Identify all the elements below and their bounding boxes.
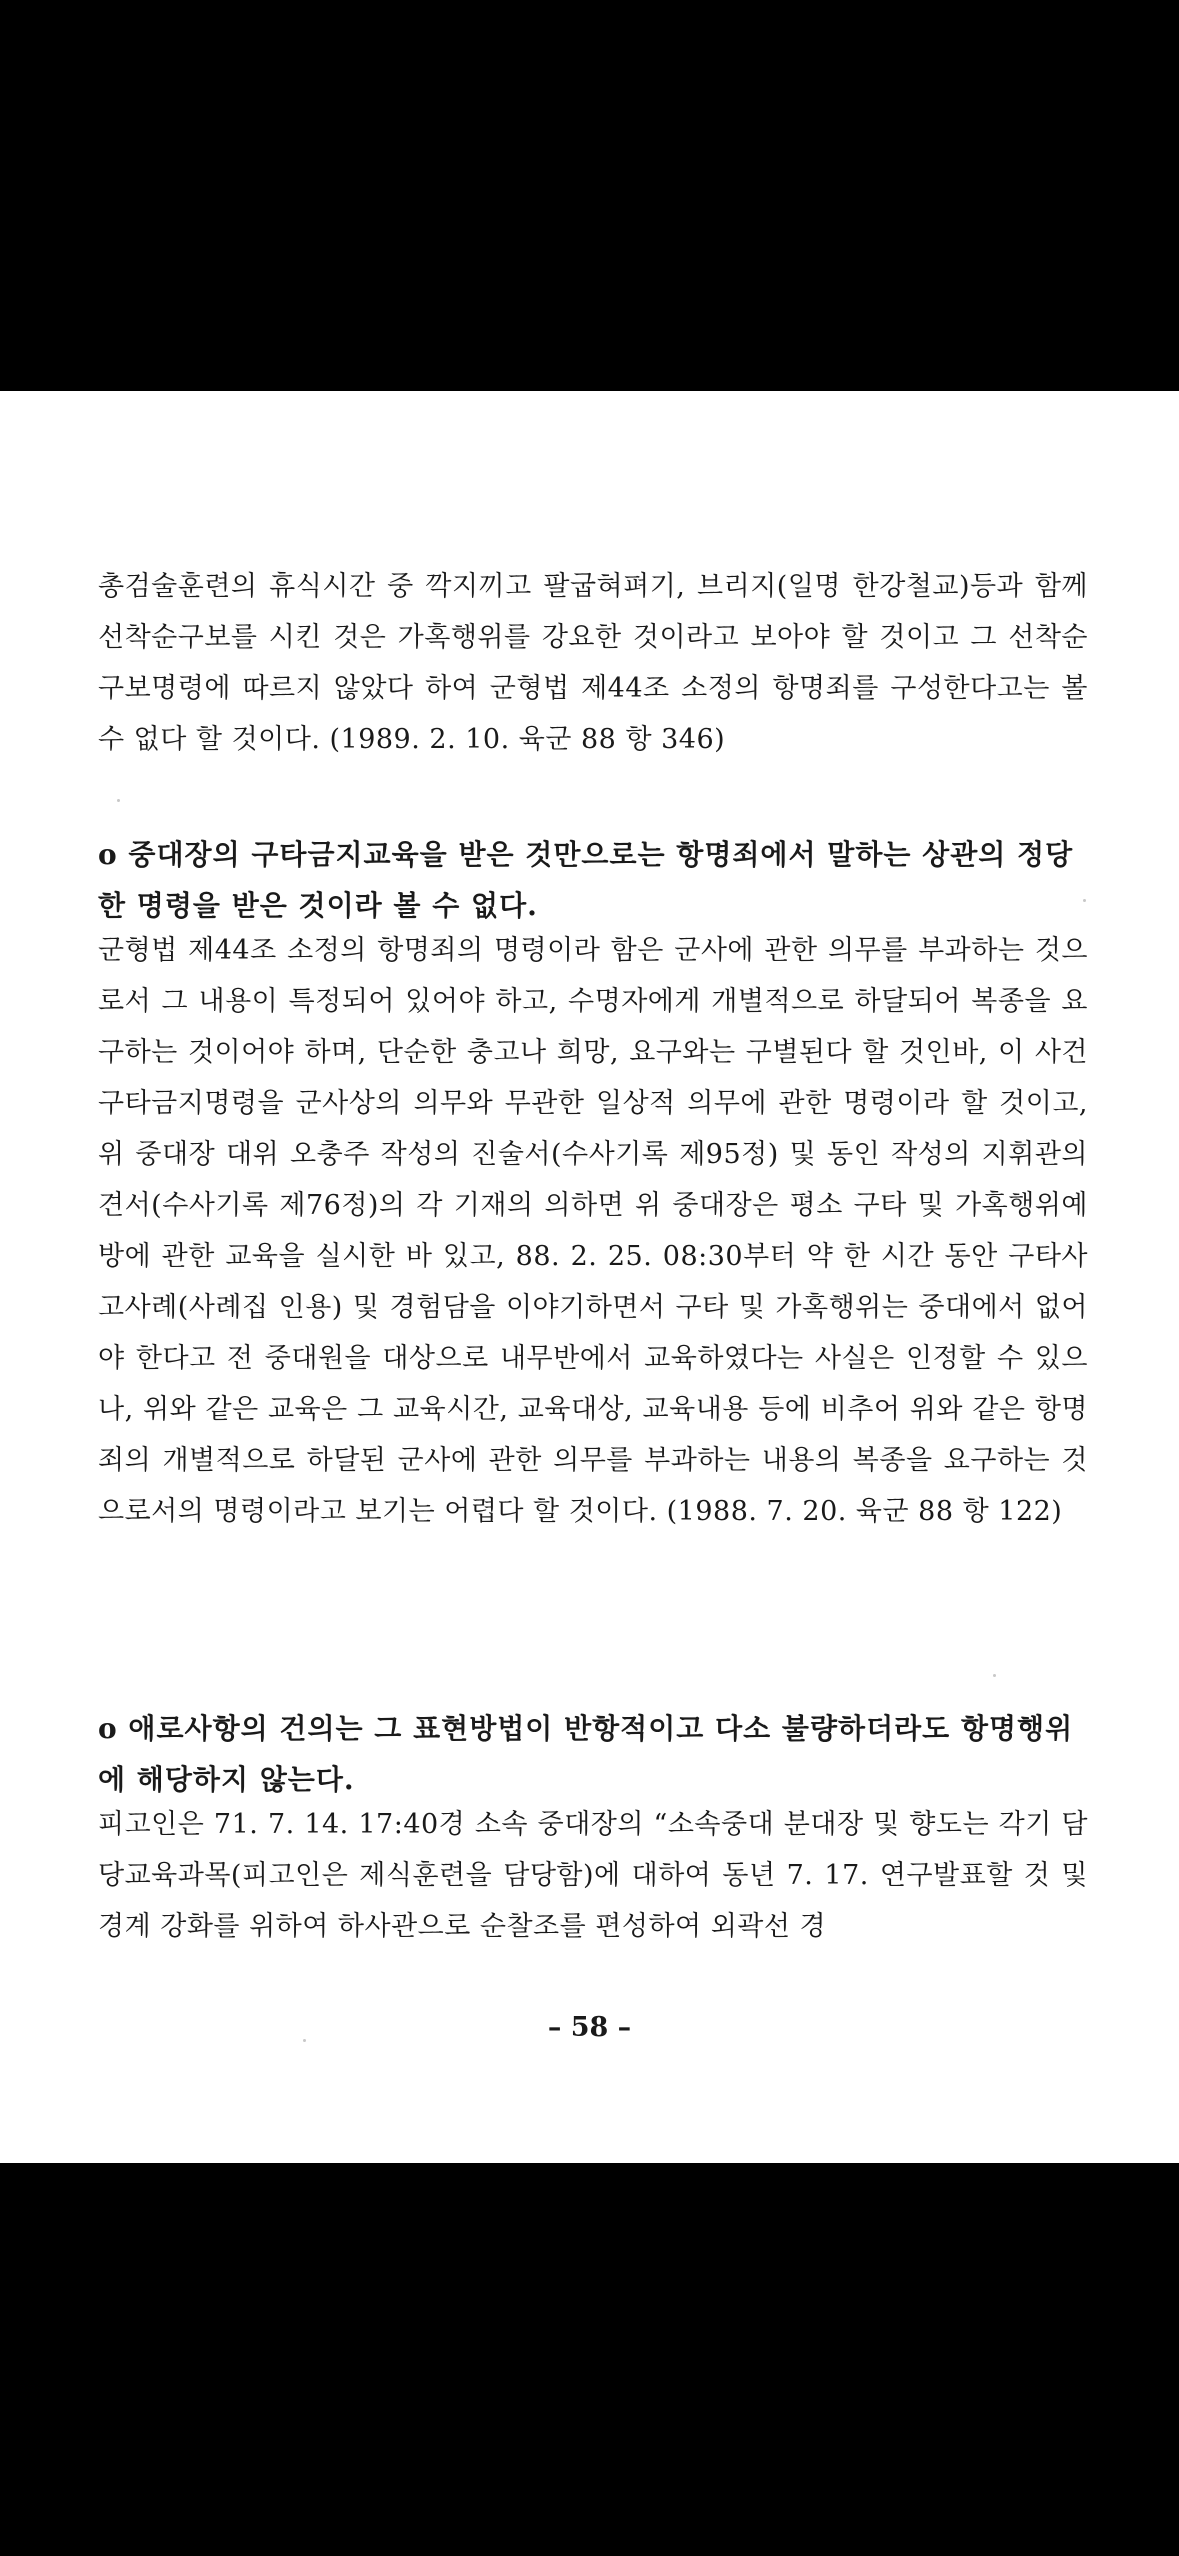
paragraph-3: 피고인은 71. 7. 14. 17:40경 소속 중대장의 “소속중대 분대장 및 향도는 각기 담당교육과목(피고인은 제식훈련을 담당함)에 대하여 동년 7. 17. 연구발표할 것 및 경계 강화를 위하여 하사관으로 순찰조를 편성하여 외곽선 경 <box>98 1809 1098 1942</box>
document-page <box>0 391 1179 2163</box>
paragraph-1: 총검술훈련의 휴식시간 중 깍지끼고 팔굽혀펴기, 브리지(일명 한강철교)등과 함께 선착순구보를 시킨 것은 가혹행위를 강요한 것이라고 보아야 할 것이고 그 선착순구보명령에 따르지 않았다 하여 군형법 제44조 소정의 항명죄를 구성한다고는 볼 수 없다 할 것이다. (1989. 2. 10. 육군 88 항 346) <box>98 571 1098 755</box>
paragraph-2: 군형법 제44조 소정의 항명죄의 명령이라 함은 군사에 관한 의무를 부과하는 것으로서 그 내용이 특정되어 있어야 하고, 수명자에게 개별적으로 하달되어 복종을 요구하는 것이어야 하며, 단순한 충고나 희망, 요구와는 구별된다 할 것인바, 이 사건 구타금지명령을 군사상의 의무와 무관한 일상적 의무에 관한 명령이라 할 것이고, 위 중대장 대위 오충주 작성의 진술서(수사기록 제95정) 및 동인 작성의 지휘관의견서(수사기록 제76정)의 각 기재의 의하면 위 중대장은 평소 구타 및 가혹행위예방에 관한 교육을 실시한 바 있고, 88. 2. 25. 08:30부터 약 한 시간 동안 구타사고사례(사례집 인용) 및 경험담을 이야기하면서 구타 및 가혹행위는 중대에서 없어야 한다고 전 중대원을 대상으로 내무반에서 교육하였다는 사실은 인정할 수 있으나, 위와 같은 교육은 그 교육시간, 교육대상, 교육내용 등에 비추어 위와 같은 항명죄의 개별적으로 하달된 군사에 관한 의무를 부과하는 내용의 복종을 요구하는 것으로서의 명령이라고 보기는 어렵다 할 것이다. (1988. 7. 20. 육군 88 항 122) <box>98 935 1098 1527</box>
scan-speck <box>993 1674 996 1677</box>
scan-speck <box>303 2039 306 2042</box>
scan-speck <box>117 799 120 802</box>
scan-speck <box>1083 899 1086 902</box>
page-number: – 58 – <box>547 2012 632 2043</box>
section-heading-1: o 중대장의 구타금지교육을 받은 것만으로는 항명죄에서 말하는 상관의 정당한 명령을 받은 것이라 볼 수 없다. <box>98 838 1074 922</box>
section-heading-2: o 애로사항의 건의는 그 표현방법이 반항적이고 다소 불량하더라도 항명행위에 해당하지 않는다. <box>98 1712 1074 1796</box>
